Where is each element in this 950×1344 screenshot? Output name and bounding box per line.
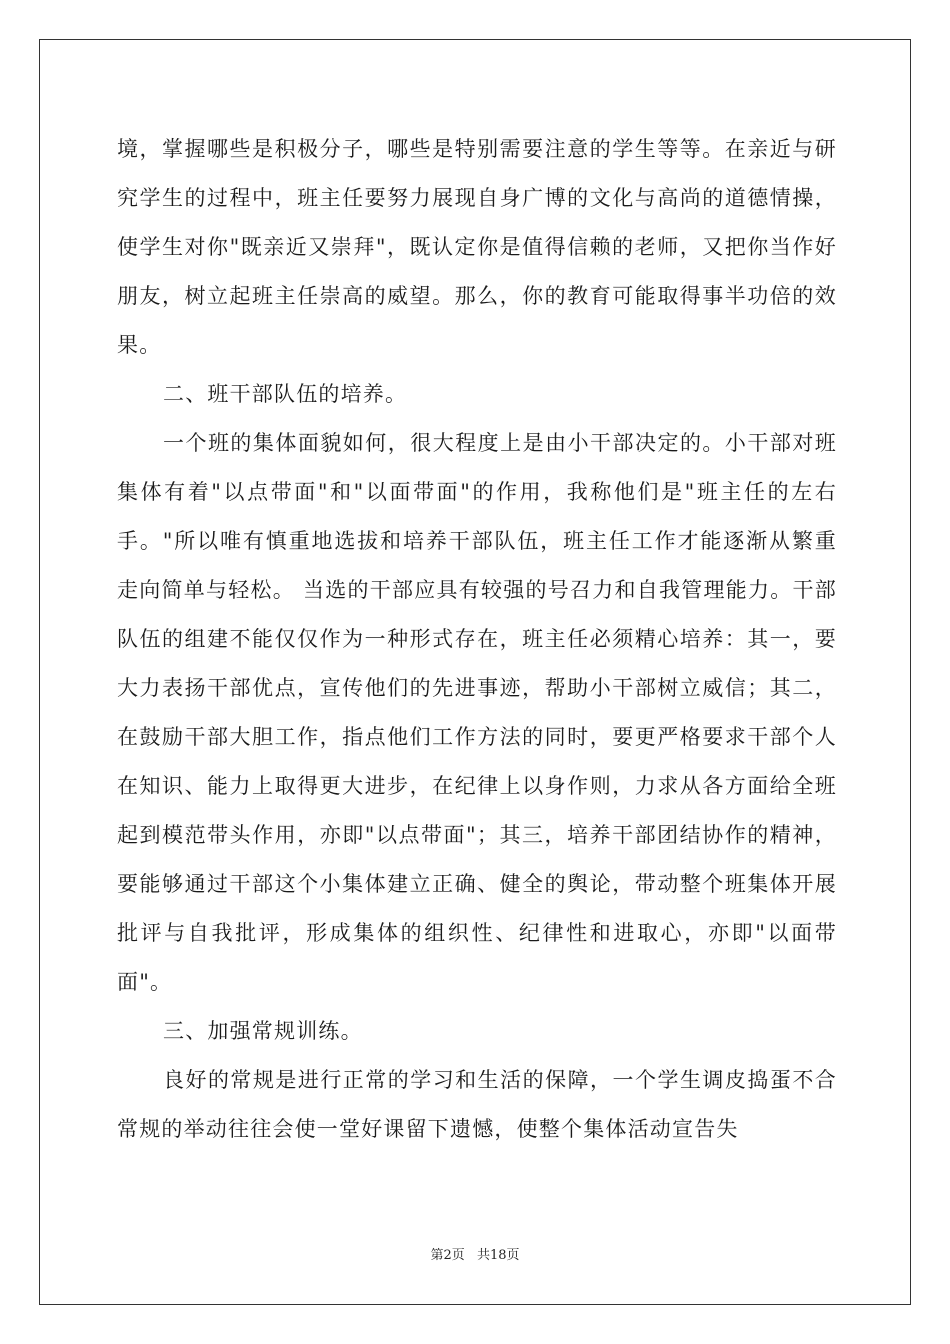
paragraph-1: 境，掌握哪些是积极分子，哪些是特别需要注意的学生等等。在亲近与研究学生的过程中，班主任要努力展现自身广博的文化与高尚的道德情操，使学生对你"既亲近又崇拜"，既认定你是值得信赖的老师，又把你当作好朋友，树立起班主任崇高的威望。那么，你的教育可能取得事半功倍的效果。 [117, 137, 837, 357]
paragraph-3: 一个班的集体面貌如何，很大程度上是由小干部决定的。小干部对班集体有着"以点带面"和"以面带面"的作用，我称他们是"班主任的左右手。"所以唯有慎重地选拔和培养干部队伍，班主任工作才能逐渐从繁重走向简单与轻松。 当选的干部应具有较强的号召力和自我管理能力。干部队伍的组建不能仅仅作为一种形式存在，班主任必须精心培养：其一，要大力表扬干部优点，宣传他们的先进事迹，帮助小干部树立威信；其二，在鼓励干部大胆工作，指点他们工作方法的同时，要更严格要求干部个人在知识、能力上取得更大进步，在纪律上以身作则，力求从各方面给全班起到模范带头作用，亦即"以点带面"；其三，培养干部团结协作的精神，要能够通过干部这个小集体建立正确、健全的舆论，带动整个班集体开展批评与自我批评，形成集体的组织性、纪律性和进取心，亦即"以面带面"。 [117, 431, 837, 994]
paragraph-5: 良好的常规是进行正常的学习和生活的保障，一个学生调皮捣蛋不合常规的举动往往会使一堂好课留下遗憾，使整个集体活动宣告失 [117, 1068, 837, 1141]
page-total: 共18页 [476, 1248, 520, 1263]
section-heading-2: 二、班干部队伍的培养。 [163, 382, 408, 406]
page-number: 第2页 [430, 1248, 465, 1263]
section-heading-3: 三、加强常规训练。 [163, 1019, 363, 1043]
page-footer [0, 1244, 950, 1263]
document-body [117, 125, 837, 1154]
